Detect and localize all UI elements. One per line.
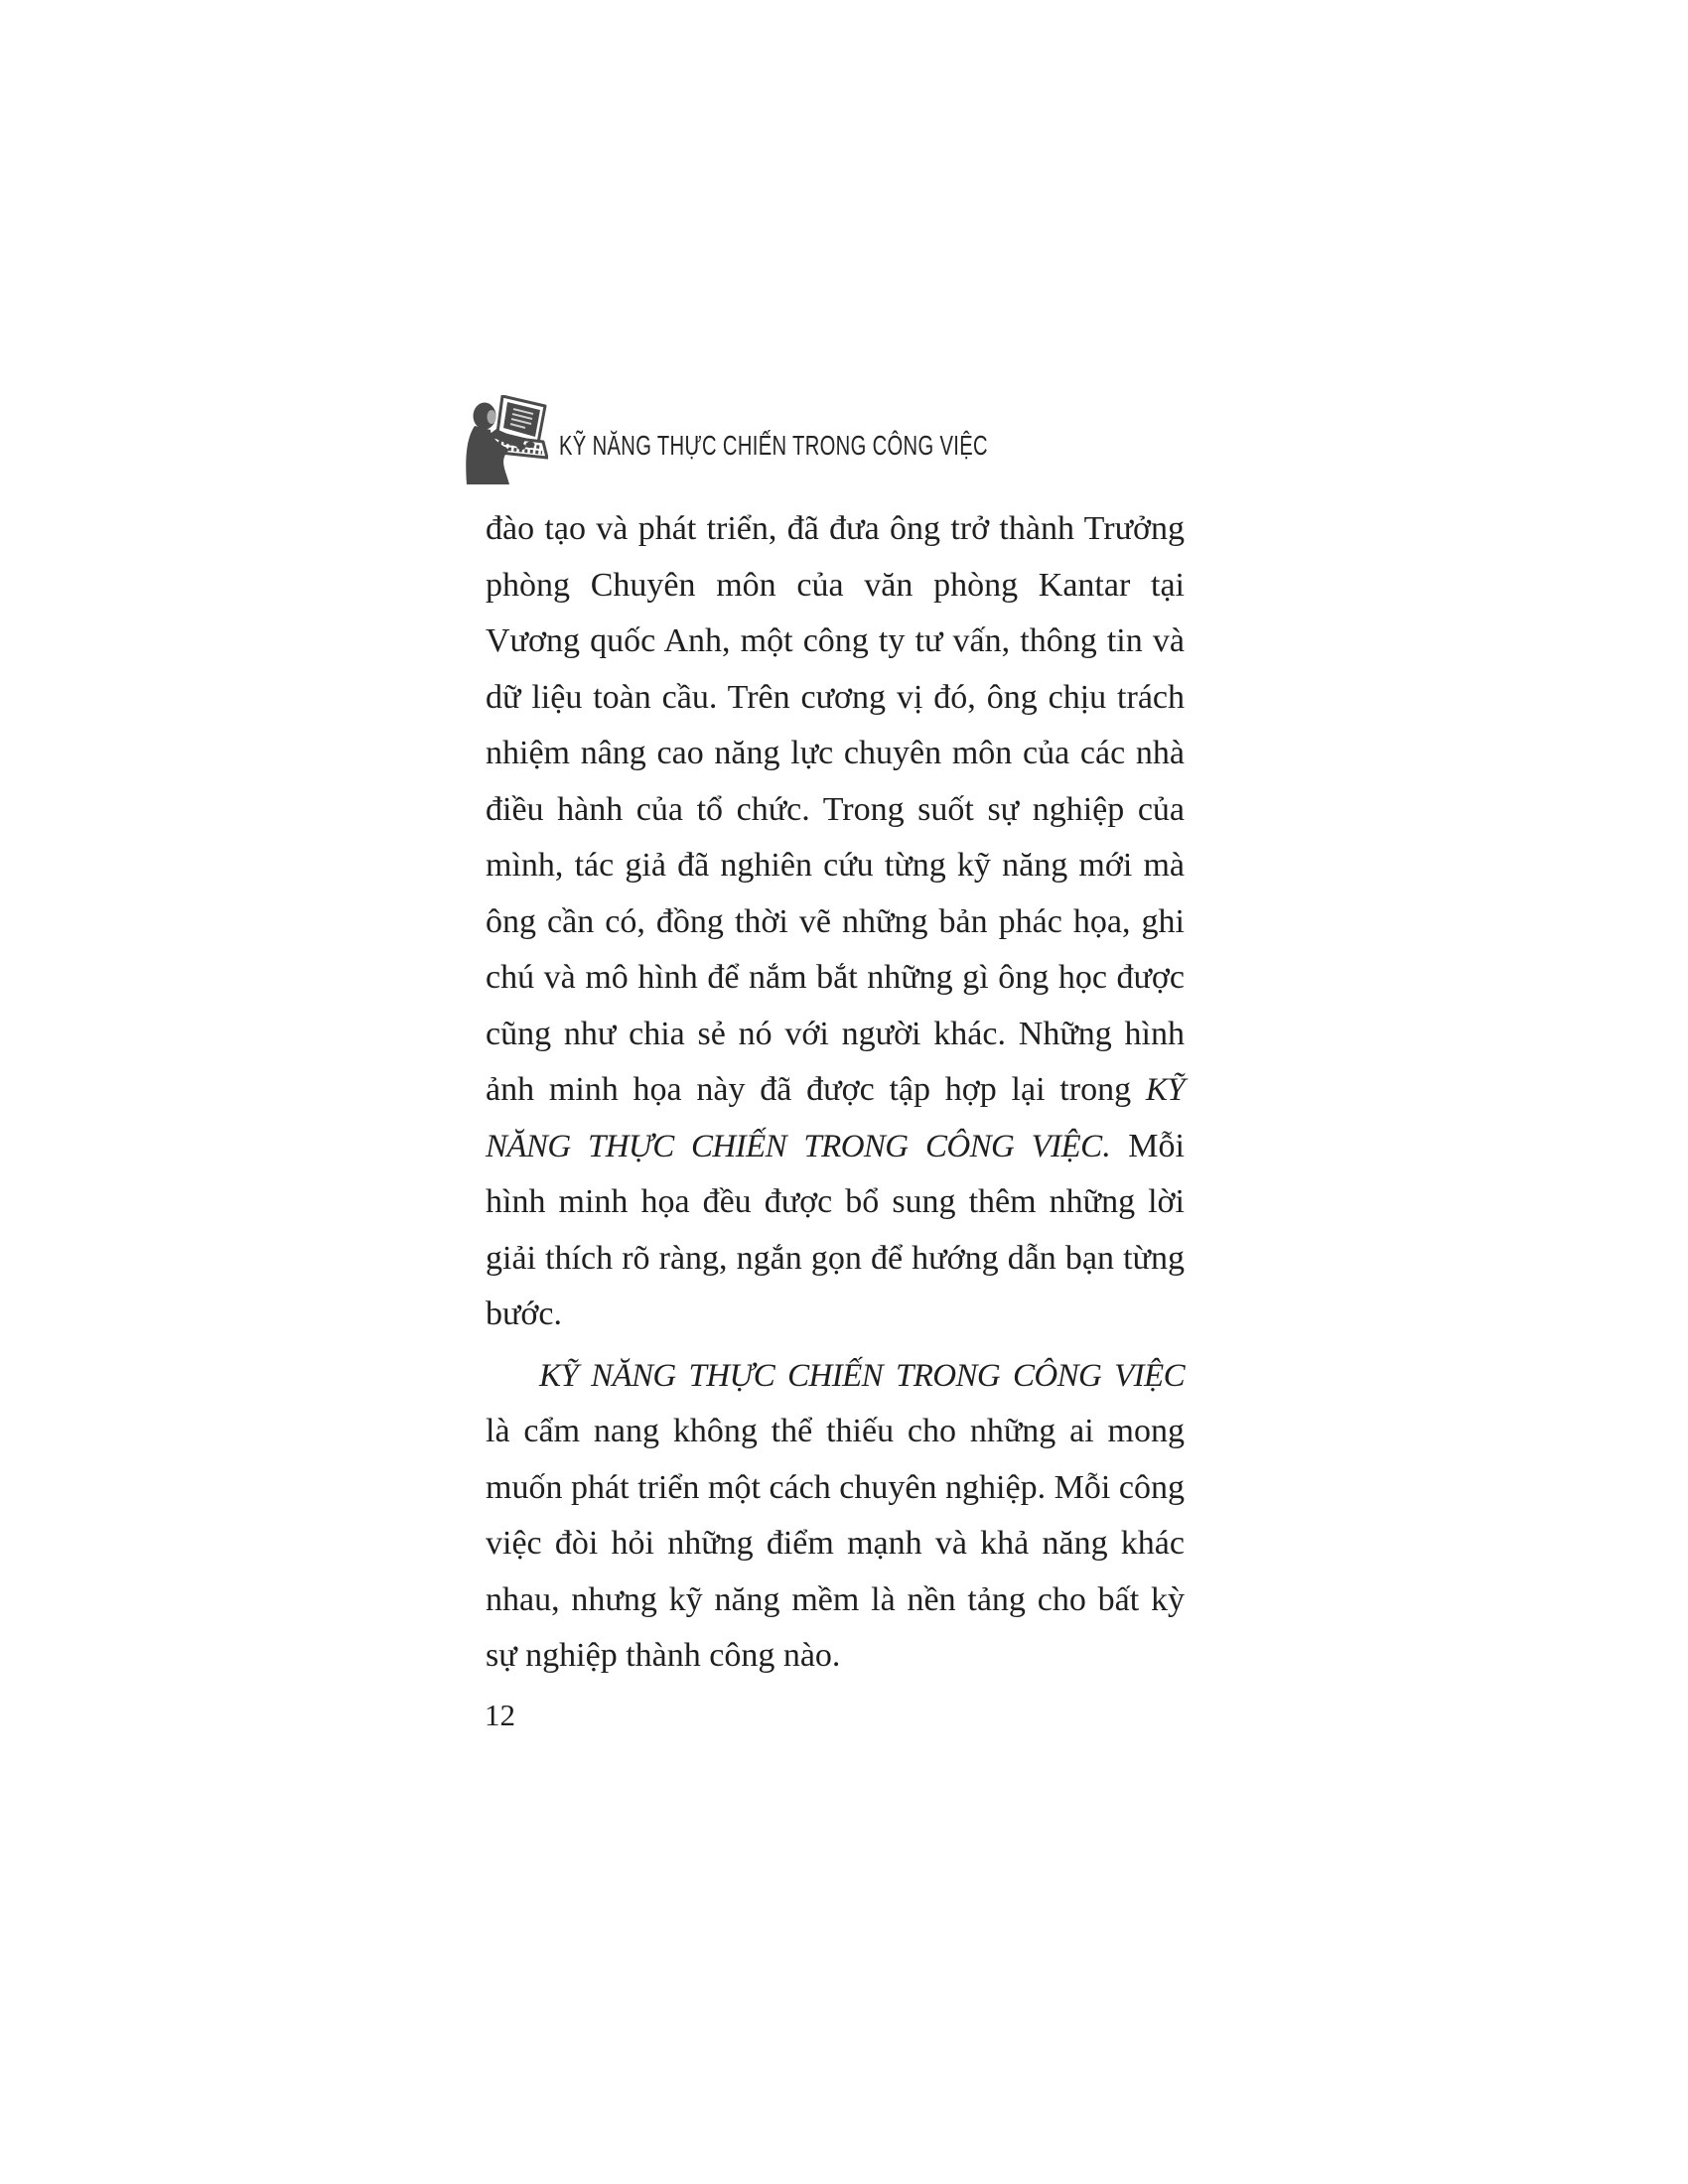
text-segment: đào tạo và phát triển, đã đưa ông trở thành Trưởng phòng Chuyên môn của văn phòng Kantar tại Vương quốc Anh, một công ty tư vấn, thông tin và dữ liệu toàn cầu. Trên cương vị đó, ông chịu trách nhiệm nâng cao năng lực chuyên môn của các nhà điều hành của tổ chức. Trong suốt sự nghiệp của mình, tác giả đã nghiên cứu từng kỹ năng mới mà ông cần có, đồng thời vẽ những bản phác họa, ghi chú và mô hình để nắm bắt những gì ông học được cũng như chia sẻ nó với người khác. Những hình ảnh minh họa này đã được tập hợp lại trong	[486, 510, 1185, 1108]
paragraph	[486, 1348, 1185, 1685]
running-header-title: KỸ NĂNG THỰC CHIẾN TRONG CÔNG VIỆC	[559, 430, 988, 461]
page-number: 12	[485, 1698, 515, 1732]
text-segment: . Mỗi hình minh họa đều được bổ sung thêm những lời giải thích rõ ràng, ngắn gọn để hướng dẫn bạn từng bước.	[486, 1127, 1185, 1332]
paragraph	[486, 501, 1185, 1343]
book-title-emphasis: KỸ NĂNG THỰC CHIẾN TRONG CÔNG VIỆC	[539, 1357, 1185, 1394]
text-segment: là cẩm nang không thể thiếu cho những ai mong muốn phát triển một cách chuyên nghiệp. Mỗi công việc đòi hỏi những điểm mạnh và khả năng khác nhau, nhưng kỹ năng mềm là nền tảng cho bất kỳ sự nghiệp thành công nào.	[486, 1413, 1185, 1674]
book-title-emphasis: KỸ NĂNG THỰC CHIẾN TRONG CÔNG VIỆC	[486, 1072, 1185, 1164]
person-using-laptop-icon	[465, 395, 548, 489]
body-text	[486, 501, 1185, 1685]
